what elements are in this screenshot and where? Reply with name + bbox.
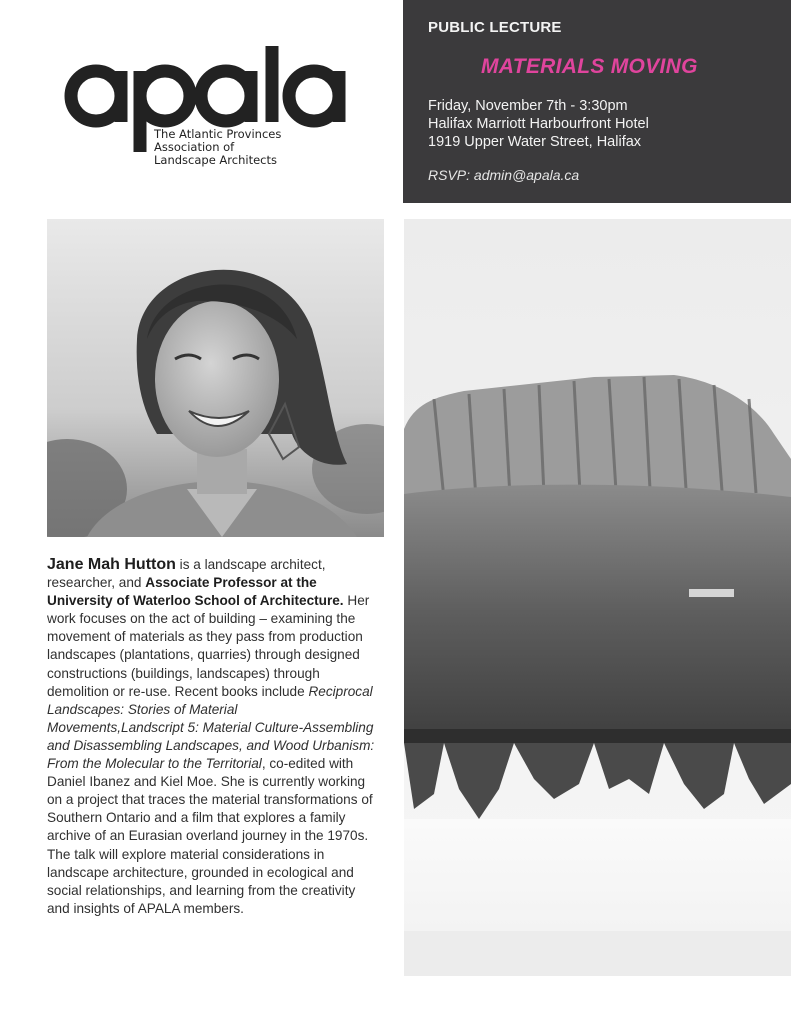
logo-subtitle-line: Landscape Architects — [154, 153, 277, 167]
book-titles: Reciprocal Landscapes: Stories of Material Movements,Landscript 5: Material Culture-Assembling and Disassembling Landscapes, and Wood Urbanism: From the Molecular to the Territorial — [47, 683, 375, 772]
logo-subtitle-line: The Atlantic Provinces — [154, 127, 282, 141]
bio-text: , co-edited with Daniel Ibanez and Kiel Moe. She is currently working on a project that traces the material transformations of Southern Ontario and a film that explores a family archive of an Eurasian overland journey in the 1970s. The talk will explore material considerations in landscape architecture, grounded in ecological and social relationships, and learning from the creativity and insights of APALA members. — [47, 756, 373, 916]
speaker-bio — [47, 556, 377, 918]
event-address: 1919 Upper Water Street, Halifax — [428, 134, 642, 150]
landscape-photo — [404, 219, 791, 976]
event-panel — [403, 0, 791, 203]
bio-text: Her work focuses on the act of building – examining the movement of materials as they pass from production landscapes (plantations, quarries) through designed constructions (buildings, landscapes) through demolition or re-use. Recent books include — [47, 593, 370, 699]
event-details — [428, 97, 649, 151]
speaker-name: Jane Mah Hutton — [47, 556, 176, 573]
apala-logo — [62, 40, 352, 175]
speaker-portrait — [47, 219, 384, 537]
bio-text: is a landscape architect, researcher, and — [47, 557, 326, 591]
event-rsvp[interactable]: RSVP: admin@apala.ca — [428, 167, 580, 183]
event-venue: Halifax Marriott Harbourfront Hotel — [428, 116, 649, 132]
logo-subtitle-line: Association of — [154, 140, 235, 154]
event-title: MATERIALS MOVING — [481, 55, 698, 78]
event-kicker: PUBLIC LECTURE — [428, 19, 562, 36]
event-date: Friday, November 7th - 3:30pm — [428, 98, 628, 114]
logo-subtitle — [154, 128, 281, 167]
speaker-position: Associate Professor at the University of Waterloo School of Architecture. — [47, 575, 344, 609]
